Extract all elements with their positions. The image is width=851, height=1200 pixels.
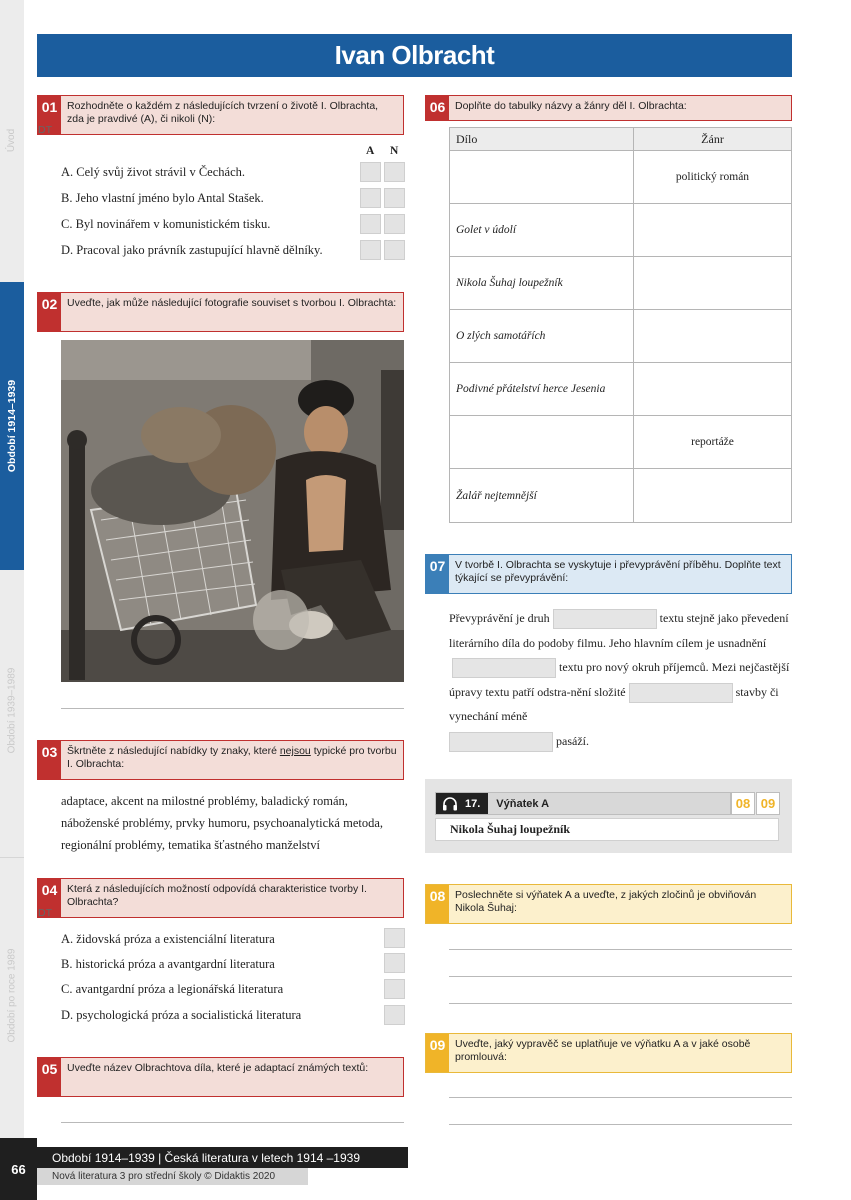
cloze-blank-input[interactable] (449, 732, 553, 752)
dt-tag: DT (38, 907, 52, 919)
work-cell[interactable]: O zlých samotářích (450, 310, 634, 362)
q01-item: C. Byl novinářem v komunistickém tisku. (61, 217, 271, 231)
table-row (450, 363, 791, 416)
question-text: Škrtněte z následující nabídky ty znaky, které nejsou typické pro tvorbu I. Olbrachta: (67, 745, 397, 770)
genre-cell[interactable] (634, 257, 791, 309)
dt-tag: DT (38, 124, 52, 136)
question-text: Doplňte do tabulky názvy a žánry děl I. Olbrachta: (455, 100, 687, 112)
footer-chapter: Období 1914–1939 | Česká literatura v letech 1914 –1939 (37, 1147, 408, 1168)
q04-option: C. avantgardní próza a legionářská literatura (61, 982, 284, 996)
table-row (450, 204, 791, 257)
rail-section-1939-1989[interactable]: Období 1939–1989 (6, 667, 18, 753)
question-number: 02 (38, 293, 61, 331)
genre-cell[interactable]: reportáže (691, 436, 734, 448)
question-text: V tvorbě I. Olbrachta se vyskytuje i převyprávění příběhu. Doplňte text týkající se převyprávění: (455, 559, 781, 584)
extract-title: Nikola Šuhaj loupežník (435, 818, 779, 841)
answer-line[interactable] (61, 1122, 404, 1123)
work-cell[interactable] (450, 416, 634, 468)
rail-section-after-1989[interactable]: Období po roce 1989 (6, 948, 18, 1042)
question-05-header (37, 1057, 404, 1097)
work-cell[interactable]: Nikola Šuhaj loupežník (450, 257, 634, 309)
table-row (450, 469, 791, 522)
question-text: Uveďte, jaký vypravěč se uplatňuje ve výňatku A a v jaké osobě promlouvá: (455, 1038, 751, 1063)
question-number: 07 (426, 555, 449, 593)
question-number: 01 (38, 96, 61, 134)
question-text: Uveďte, jak může následující fotografie souviset s tvorbou I. Olbrachta: (67, 297, 397, 309)
q04-option: B. historická próza a avantgardní literatura (61, 957, 275, 971)
q01-item: D. Pracoval jako právník zastupující hlavně dělníky. (61, 243, 323, 257)
question-04-header (37, 878, 404, 918)
table-row (450, 310, 791, 363)
genre-cell[interactable] (634, 469, 791, 522)
answer-line[interactable] (449, 976, 792, 977)
answer-line[interactable] (449, 1003, 792, 1004)
question-text: Poslechněte si výňatek A a uveďte, z jakých zločinů je obviňován Nikola Šuhaj: (455, 889, 757, 914)
question-text: Rozhodněte o každém z následujících tvrzení o životě I. Olbrachta, zda je pravdivé (A), či nikoli (N): (67, 100, 379, 125)
answer-a-checkbox[interactable] (360, 162, 381, 182)
question-number: 04 (38, 879, 61, 917)
option-checkbox[interactable] (384, 1005, 405, 1025)
work-cell[interactable]: Podivné přátelství herce Jesenia (450, 363, 634, 415)
page-title: Ivan Olbracht (37, 34, 792, 77)
answer-n-checkbox[interactable] (384, 214, 405, 234)
footer-copyright: Nová literatura 3 pro střední školy © Didaktis 2020 (37, 1168, 308, 1185)
cloze-blank-input[interactable] (452, 658, 556, 678)
answer-line[interactable] (449, 1124, 792, 1125)
question-02-header (37, 292, 404, 332)
cloze-text: Převyprávění je druh textu stejně jako převedení literárního díla do podoby filmu. Jeho hlavním cílem je usnadněnítextu pro nový okruh příjemců. Mezi nejčastější úpravy textu patří odstra-nění složité stavby či vynechání méně pasáží. (449, 606, 794, 753)
question-01-header (37, 95, 404, 135)
question-09-header (425, 1033, 792, 1073)
audio-track-bar[interactable] (435, 792, 731, 815)
table-row (450, 257, 791, 310)
related-question-badge: 09 (756, 792, 780, 815)
question-08-header (425, 884, 792, 924)
question-number: 03 (38, 741, 61, 779)
rail-section-1914-1939[interactable]: Období 1914–1939 (0, 282, 24, 570)
option-checkbox[interactable] (384, 953, 405, 973)
rail-section-intro[interactable]: Úvod (6, 128, 18, 152)
question-number: 08 (426, 885, 449, 923)
question-number: 05 (38, 1058, 61, 1096)
work-cell[interactable] (450, 151, 634, 203)
cloze-blank-input[interactable] (553, 609, 657, 629)
headphones-icon (436, 793, 463, 814)
related-question-badge: 08 (731, 792, 755, 815)
works-genres-table (449, 127, 792, 523)
question-03-header (37, 740, 404, 780)
track-number: 17. (463, 793, 488, 814)
answer-n-checkbox[interactable] (384, 188, 405, 208)
work-cell[interactable]: Žalář nejtemnější (450, 469, 634, 522)
column-header-work: Dílo (450, 128, 634, 150)
table-row (450, 416, 791, 469)
question-number: 09 (426, 1034, 449, 1072)
answer-a-checkbox[interactable] (360, 214, 381, 234)
q04-option: A. židovská próza a existenciální literatura (61, 932, 275, 946)
q01-item: B. Jeho vlastní jméno bylo Antal Stašek. (61, 191, 264, 205)
answer-line[interactable] (61, 708, 404, 709)
genre-cell[interactable] (634, 363, 791, 415)
photo-homeless-man-with-cart (61, 340, 404, 682)
answer-n-checkbox[interactable] (384, 240, 405, 260)
col-n-label: N (390, 145, 399, 157)
q04-option: D. psychologická próza a socialistická literatura (61, 1008, 302, 1022)
q01-item: A. Celý svůj život strávil v Čechách. (61, 165, 245, 179)
answer-line[interactable] (449, 949, 792, 950)
genre-cell[interactable]: politický román (675, 171, 750, 183)
audio-extract-panel (425, 779, 792, 853)
genre-cell[interactable] (634, 204, 791, 256)
cloze-blank-input[interactable] (629, 683, 733, 703)
genre-cell[interactable] (634, 310, 791, 362)
question-number: 06 (426, 96, 449, 120)
rail-divider (0, 857, 24, 858)
question-text: Která z následujících možností odpovídá charakteristice tvorby I. Olbrachta? (67, 883, 367, 908)
table-row (450, 151, 791, 204)
page-number: 66 (0, 1138, 37, 1200)
col-a-label: A (366, 145, 375, 157)
track-name: Výňatek A (496, 797, 550, 810)
feature-options-text[interactable]: adaptace, akcent na milostné problémy, baladický román, náboženské problémy, prvky humoru, psychoanalytická metoda, regionální problémy, tematika šťastného manželství (61, 794, 384, 852)
answer-a-checkbox[interactable] (360, 188, 381, 208)
table-header (450, 128, 791, 151)
option-checkbox[interactable] (384, 928, 405, 948)
question-06-header (425, 95, 792, 121)
work-cell[interactable]: Golet v údolí (450, 204, 634, 256)
side-rail (0, 0, 24, 1200)
question-07-header (425, 554, 792, 594)
option-checkbox[interactable] (384, 979, 405, 999)
question-text: Uveďte název Olbrachtova díla, které je adaptací známých textů: (67, 1062, 369, 1074)
column-header-genre: Žánr (701, 131, 724, 146)
answer-a-checkbox[interactable] (360, 240, 381, 260)
answer-n-checkbox[interactable] (384, 162, 405, 182)
answer-line[interactable] (449, 1097, 792, 1098)
